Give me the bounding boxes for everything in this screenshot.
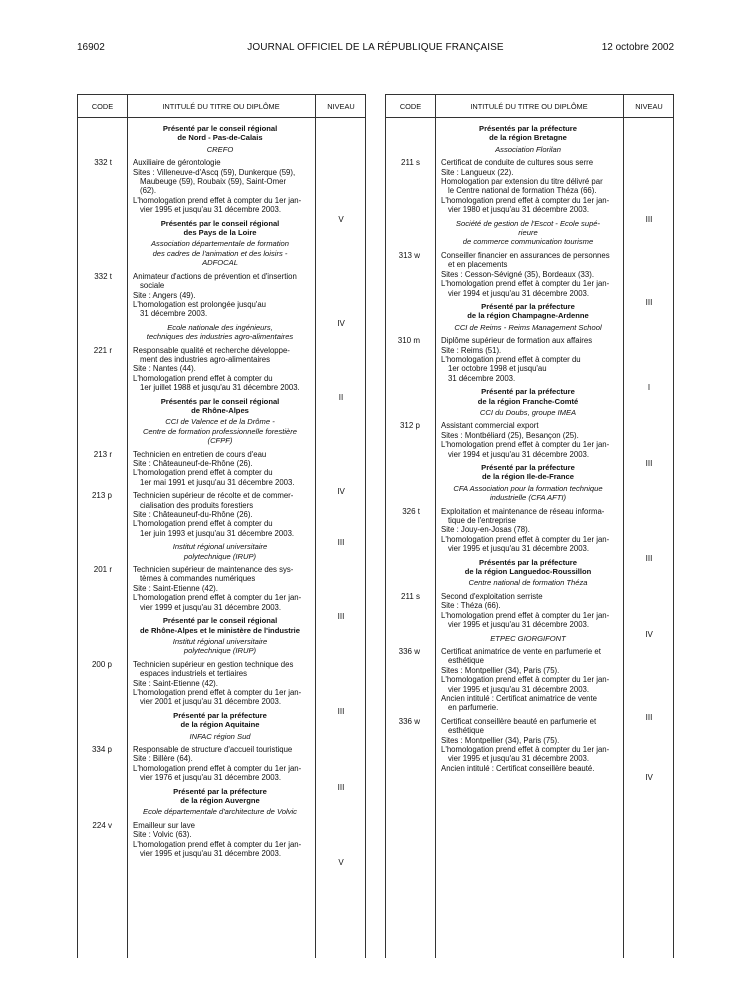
organization-name — [131, 145, 309, 158]
organization-name — [439, 634, 617, 647]
section-heading — [439, 302, 617, 323]
organization-name — [439, 408, 617, 421]
header-level: NIVEAU — [327, 102, 355, 111]
table-block — [386, 387, 673, 421]
organization-line: INFAC région Sud — [189, 731, 251, 741]
header-title: INTITULÉ DU TITRE OU DIPLÔME — [470, 102, 588, 111]
organization-line: industrielle (CFA AFTI) — [489, 493, 567, 503]
section-line: de la région Champagne-Ardenne — [467, 311, 589, 321]
table-body — [78, 124, 365, 868]
description-line: Site : Langueux (22). — [441, 167, 514, 177]
description-line: espaces industriels et tertiaires — [140, 669, 248, 679]
organization-name — [439, 484, 617, 507]
organization-line: Société de gestion de l'Escot - Ecole supé- — [455, 218, 601, 228]
table-block — [78, 124, 365, 158]
level-value: V — [338, 858, 344, 868]
organization-name — [439, 578, 617, 591]
description-line: cialisation des produits forestiers — [140, 500, 254, 510]
description-line: L'homologation prend effet à compter du 1er jan- — [441, 610, 610, 620]
description-line: Site : Jouy-en-Josas (78). — [441, 525, 530, 535]
header-level: NIVEAU — [635, 102, 663, 111]
description-line: Ancien intitulé : Certificat animatrice de vente — [441, 693, 598, 703]
section-heading — [131, 616, 309, 637]
description-line: vier 1995 et jusqu'au 31 décembre 2003. — [448, 684, 590, 694]
description-line: Responsable qualité et recherche développe- — [133, 345, 290, 355]
section-heading — [131, 787, 309, 808]
diploma-code: 336 w — [398, 716, 420, 726]
description-line: tèmes à commandes numériques — [140, 574, 256, 584]
organization-line: Centre de formation professionnelle forestière — [142, 426, 298, 436]
table-body — [386, 124, 673, 783]
description-line: Ancien intitulé : Certificat conseillère beauté. — [441, 763, 595, 773]
description-line: 1er octobre 1998 et jusqu'au — [448, 364, 547, 374]
description-line: Maubeuge (59), Roubaix (59), Saint-Omer — [140, 177, 287, 187]
diploma-code: 201 r — [93, 565, 112, 575]
left-table — [77, 94, 366, 958]
section-heading — [439, 558, 617, 579]
organization-line: ETPEC GIORGIFONT — [490, 633, 566, 643]
header-title: INTITULÉ DU TITRE OU DIPLÔME — [162, 102, 280, 111]
section-line: Présentés par le conseil régional — [160, 218, 280, 228]
description-line: esthétique — [448, 656, 484, 666]
description-line: vier 1994 et jusqu'au 31 décembre 2003. — [448, 449, 590, 459]
description-line: Sites : Montbéliard (25), Besançon (25). — [441, 430, 579, 440]
diploma-code: 334 p — [91, 744, 112, 754]
table-block — [78, 219, 365, 272]
level-value: III — [337, 538, 345, 548]
diploma-description — [133, 491, 310, 538]
diploma-code: 332 t — [94, 271, 112, 281]
section-line: Présentés par la préfecture — [479, 557, 577, 567]
description-line: 31 décembre 2003. — [140, 309, 208, 319]
diploma-description — [133, 346, 310, 393]
level-value: V — [338, 214, 344, 224]
description-line: L'homologation prend effet à compter du 1er jan- — [441, 195, 610, 205]
section-heading — [131, 219, 309, 240]
section-line: Présenté par la préfecture — [481, 463, 575, 472]
level-value: III — [645, 297, 653, 307]
section-line: Présenté par le conseil régional — [162, 124, 278, 133]
table-block — [78, 616, 365, 660]
level-value: III — [645, 553, 653, 563]
description-line: vier 1980 et jusqu'au 31 décembre 2003. — [448, 205, 590, 215]
organization-line: CCI de Reims - Reims Management School — [454, 322, 602, 332]
organization-line: des cadres de l'animation et des loisirs - — [152, 248, 288, 258]
description-line: vier 1994 et jusqu'au 31 décembre 2003. — [448, 288, 590, 298]
description-line: Technicien en entretien de cours d'eau — [133, 449, 267, 459]
organization-line: CCI du Doubs, groupe IMEA — [479, 407, 577, 417]
description-line: Diplôme supérieur de formation aux affaires — [441, 336, 593, 346]
organization-line: ADFOCAL — [202, 258, 238, 268]
diploma-description — [133, 272, 310, 319]
organization-name — [131, 807, 309, 820]
description-line: L'homologation prend effet à compter du — [133, 468, 273, 478]
description-line: 1er juillet 1988 et jusqu'au 31 décembre 2003. — [140, 383, 300, 393]
description-line: 31 décembre 2003. — [448, 373, 516, 383]
description-line: vier 1995 et jusqu'au 31 décembre 2003. — [448, 754, 590, 764]
section-line: Présentés par la préfecture — [479, 124, 577, 133]
organization-line: Association départementale de formation — [150, 239, 290, 249]
table-header — [78, 94, 365, 118]
header-code: CODE — [91, 102, 114, 111]
diploma-description — [441, 507, 618, 554]
description-line: Technicien supérieur de maintenance des sys- — [133, 565, 294, 575]
organization-line: rieure — [518, 228, 538, 238]
table-block — [78, 397, 365, 450]
diploma-description — [441, 647, 618, 713]
organization-line: polytechnique (IRUP) — [183, 646, 257, 656]
section-line: Présenté par la préfecture — [481, 301, 575, 311]
description-line: Site : Châteauneuf-de-Rhône (26). — [133, 459, 253, 468]
organization-line: Ecole nationale des ingénieurs, — [167, 322, 273, 332]
organization-line: CCI de Valence et de la Drôme - — [165, 417, 275, 427]
diploma-description — [133, 660, 310, 707]
description-line: L'homologation prend effet à compter du 1er jan- — [133, 195, 302, 205]
diploma-code: 213 p — [91, 491, 112, 501]
description-line: Animateur d'actions de prévention et d'insertion — [133, 271, 297, 281]
section-heading — [131, 397, 309, 418]
organization-name — [131, 239, 309, 271]
description-line: sociale — [140, 281, 165, 291]
description-line: vier 1995 et jusqu'au 31 décembre 2003. — [448, 620, 590, 630]
description-line: Sites : Montpellier (34), Paris (75). — [441, 735, 560, 745]
description-line: Site : Saint-Etienne (42). — [133, 678, 218, 688]
table-block — [78, 542, 365, 565]
table-row — [386, 716, 673, 783]
organization-name — [131, 417, 309, 449]
description-line: Homologation par extension du titre délivré par — [441, 177, 603, 187]
level-value: III — [645, 214, 653, 224]
section-line: Présenté par la préfecture — [481, 387, 575, 397]
section-line: de Nord - Pas-de-Calais — [177, 133, 263, 143]
description-line: L'homologation prend effet à compter du 1er jan- — [441, 534, 610, 544]
description-line: vier 1995 et jusqu'au 31 décembre 2003. — [140, 205, 282, 215]
level-value: IV — [337, 318, 345, 328]
description-line: Technicien supérieur de récolte et de commer- — [133, 491, 294, 501]
description-line: Auxiliaire de gérontologie — [133, 158, 221, 168]
organization-line: CREFO — [206, 144, 234, 154]
description-line: L'homologation prend effet à compter du — [441, 354, 581, 364]
table-row — [78, 820, 365, 868]
description-line: Assistant commercial export — [441, 421, 539, 431]
section-heading — [439, 463, 617, 484]
table-block — [78, 820, 365, 868]
level-value: II — [338, 392, 344, 402]
section-line: de la région Ile-de-France — [482, 472, 574, 482]
description-line: Certificat animatrice de vente en parfumerie et — [441, 646, 601, 656]
level-value: IV — [645, 629, 653, 639]
description-line: et en placements — [448, 260, 508, 270]
level-value: I — [647, 383, 651, 393]
organization-name — [131, 637, 309, 660]
table-block — [386, 463, 673, 507]
journal-title: JOURNAL OFFICIEL DE LA RÉPUBLIQUE FRANÇAISE — [247, 42, 504, 53]
description-line: vier 1995 et jusqu'au 31 décembre 2003. — [448, 544, 590, 554]
section-line: Présenté par la préfecture — [173, 710, 267, 720]
page-header — [77, 42, 674, 56]
description-line: 1er juin 1993 et jusqu'au 31 décembre 2003. — [140, 528, 295, 538]
organization-line: CFA Association pour la formation technique — [453, 483, 603, 493]
table-block — [386, 302, 673, 336]
section-line: Présenté par la préfecture — [173, 786, 267, 796]
organization-name — [131, 732, 309, 745]
header-code: CODE — [399, 102, 422, 111]
table-block — [78, 711, 365, 745]
diploma-description — [133, 450, 310, 488]
description-line: vier 2001 et jusqu'au 31 décembre 2003. — [140, 697, 282, 707]
description-line: Site : Théza (66). — [441, 601, 501, 611]
diploma-code: 221 r — [93, 345, 112, 355]
description-line: L'homologation prend effet à compter du 1er jan- — [441, 744, 610, 754]
description-line: Responsable de structure d'accueil touristique — [133, 744, 293, 754]
description-line: Conseiller financier en assurances de personnes — [441, 250, 610, 260]
organization-name — [439, 219, 617, 251]
description-line: Sites : Montpellier (34), Paris (75). — [441, 665, 560, 675]
description-line: vier 1999 et jusqu'au 31 décembre 2003. — [140, 602, 282, 612]
section-heading — [439, 387, 617, 408]
organization-name — [439, 145, 617, 158]
diploma-code: 312 p — [399, 421, 420, 431]
section-line: de la région Aquitaine — [180, 720, 260, 730]
section-line: de la région Franche-Comté — [477, 396, 579, 406]
page-number: 16902 — [77, 42, 105, 53]
table-header — [386, 94, 673, 118]
level-value: IV — [645, 773, 653, 783]
diploma-description — [441, 336, 618, 383]
level-value: IV — [337, 487, 345, 497]
organization-line: techniques des industries agro-alimentaires — [146, 332, 294, 342]
section-line: de la région Auvergne — [180, 796, 260, 805]
description-line: Site : Billère (64). — [133, 754, 193, 764]
description-line: (62). — [140, 186, 157, 196]
description-line: L'homologation est prolongée jusqu'au — [133, 299, 267, 309]
diploma-code: 224 v — [92, 820, 112, 830]
description-line: vier 1995 et jusqu'au 31 décembre 2003. — [140, 849, 282, 859]
level-value: III — [645, 712, 653, 722]
diploma-code: 211 s — [401, 158, 420, 168]
organization-line: Institut régional universitaire — [172, 542, 268, 552]
organization-name — [131, 323, 309, 346]
description-line: Site : Volvic (63). — [133, 830, 192, 840]
description-line: L'homologation prend effet à compter du 1er jan- — [133, 763, 302, 773]
description-line: L'homologation prend effet à compter du 1er jan- — [133, 687, 302, 697]
description-line: L'homologation prend effet à compter du 1er jan- — [133, 839, 302, 849]
description-line: Site : Reims (51). — [441, 345, 502, 355]
diploma-description — [441, 592, 618, 630]
diploma-code: 211 s — [401, 591, 420, 601]
table-block — [386, 716, 673, 783]
organization-line: Institut régional universitaire — [172, 636, 268, 646]
description-line: 1er mai 1991 et jusqu'au 31 décembre 2003. — [140, 477, 295, 487]
description-line: Site : Nantes (44). — [133, 364, 196, 374]
section-heading — [131, 124, 309, 145]
table-block — [386, 124, 673, 158]
section-line: de la région Languedoc-Roussillon — [464, 567, 592, 577]
diploma-code: 336 w — [398, 646, 420, 656]
section-line: de Rhône-Alpes et le ministère de l'industrie — [139, 625, 301, 635]
description-line: ment des industries agro-alimentaires — [140, 354, 271, 364]
description-line: L'homologation prend effet à compter du 1er jan- — [441, 440, 610, 450]
description-line: Certificat conseillère beauté en parfumerie et — [441, 716, 597, 726]
diploma-description — [133, 565, 310, 612]
diploma-description — [133, 821, 310, 859]
level-value: III — [337, 782, 345, 792]
diploma-code: 313 w — [398, 250, 420, 260]
table-block — [386, 558, 673, 592]
organization-line: Association Florilan — [495, 144, 561, 154]
organization-line: (CFPF) — [207, 436, 233, 446]
level-value: III — [337, 612, 345, 622]
diploma-code: 332 t — [94, 158, 112, 168]
organization-name — [131, 542, 309, 565]
description-line: Sites : Cesson-Sévigné (35), Bordeaux (33). — [441, 269, 594, 279]
diploma-code: 200 p — [91, 659, 112, 669]
description-line: L'homologation prend effet à compter du 1er jan- — [441, 279, 610, 289]
organization-line: polytechnique (IRUP) — [183, 551, 257, 561]
diploma-description — [441, 717, 618, 773]
section-heading — [439, 124, 617, 145]
diploma-description — [441, 158, 618, 214]
description-line: Certificat de conduite de cultures sous serre — [441, 158, 594, 168]
organization-name — [439, 323, 617, 336]
description-line: Site : Châteauneuf-du-Rhône (26). — [133, 510, 253, 520]
section-heading — [131, 711, 309, 732]
description-line: le Centre national de formation Théza (66). — [448, 186, 597, 196]
section-line: Présentés par le conseil régional — [160, 396, 280, 406]
description-line: L'homologation prend effet à compter du 1er jan- — [441, 675, 610, 685]
diploma-code: 310 m — [397, 336, 420, 346]
diploma-description — [441, 421, 618, 459]
diploma-code: 326 t — [402, 506, 420, 516]
organization-line: de commerce communication tourisme — [462, 237, 594, 247]
section-line: de Rhône-Alpes — [191, 405, 249, 415]
description-line: Second d'exploitation serriste — [441, 591, 543, 601]
description-line: L'homologation prend effet à compter du 1er jan- — [133, 593, 302, 603]
description-line: Exploitation et maintenance de réseau informa- — [441, 506, 605, 516]
description-line: L'homologation prend effet à compter du — [133, 373, 273, 383]
section-line: de la région Bretagne — [489, 133, 567, 143]
diploma-code: 213 r — [93, 449, 112, 459]
table-block — [78, 787, 365, 821]
section-line: Présenté par le conseil régional — [162, 616, 278, 626]
organization-line: Centre national de formation Théza — [468, 578, 588, 588]
table-block — [386, 634, 673, 647]
table-block — [78, 323, 365, 346]
description-line: esthétique — [448, 726, 484, 736]
description-line: L'homologation prend effet à compter du — [133, 519, 273, 529]
description-line: Emailleur sur lave — [133, 820, 195, 830]
description-line: Site : Angers (49). — [133, 290, 196, 300]
organization-line: Ecole départementale d'architecture de Volvic — [143, 807, 297, 817]
level-value: III — [337, 706, 345, 716]
diploma-description — [133, 745, 310, 783]
right-table — [385, 94, 674, 958]
diploma-description — [133, 158, 310, 214]
description-line: en parfumerie. — [448, 703, 499, 713]
description-line: Sites : Villeneuve-d'Ascq (59), Dunkerque (59), — [133, 167, 296, 177]
level-value: III — [645, 459, 653, 468]
table-block — [386, 219, 673, 251]
publication-date: 12 octobre 2002 — [601, 42, 674, 53]
description-line: tique de l'entreprise — [448, 516, 516, 526]
description-line: Site : Saint-Etienne (42). — [133, 583, 218, 593]
diploma-description — [441, 251, 618, 298]
description-line: Technicien supérieur en gestion technique des — [133, 659, 294, 669]
section-line: des Pays de la Loire — [183, 228, 257, 238]
description-line: vier 1976 et jusqu'au 31 décembre 2003. — [140, 773, 282, 783]
